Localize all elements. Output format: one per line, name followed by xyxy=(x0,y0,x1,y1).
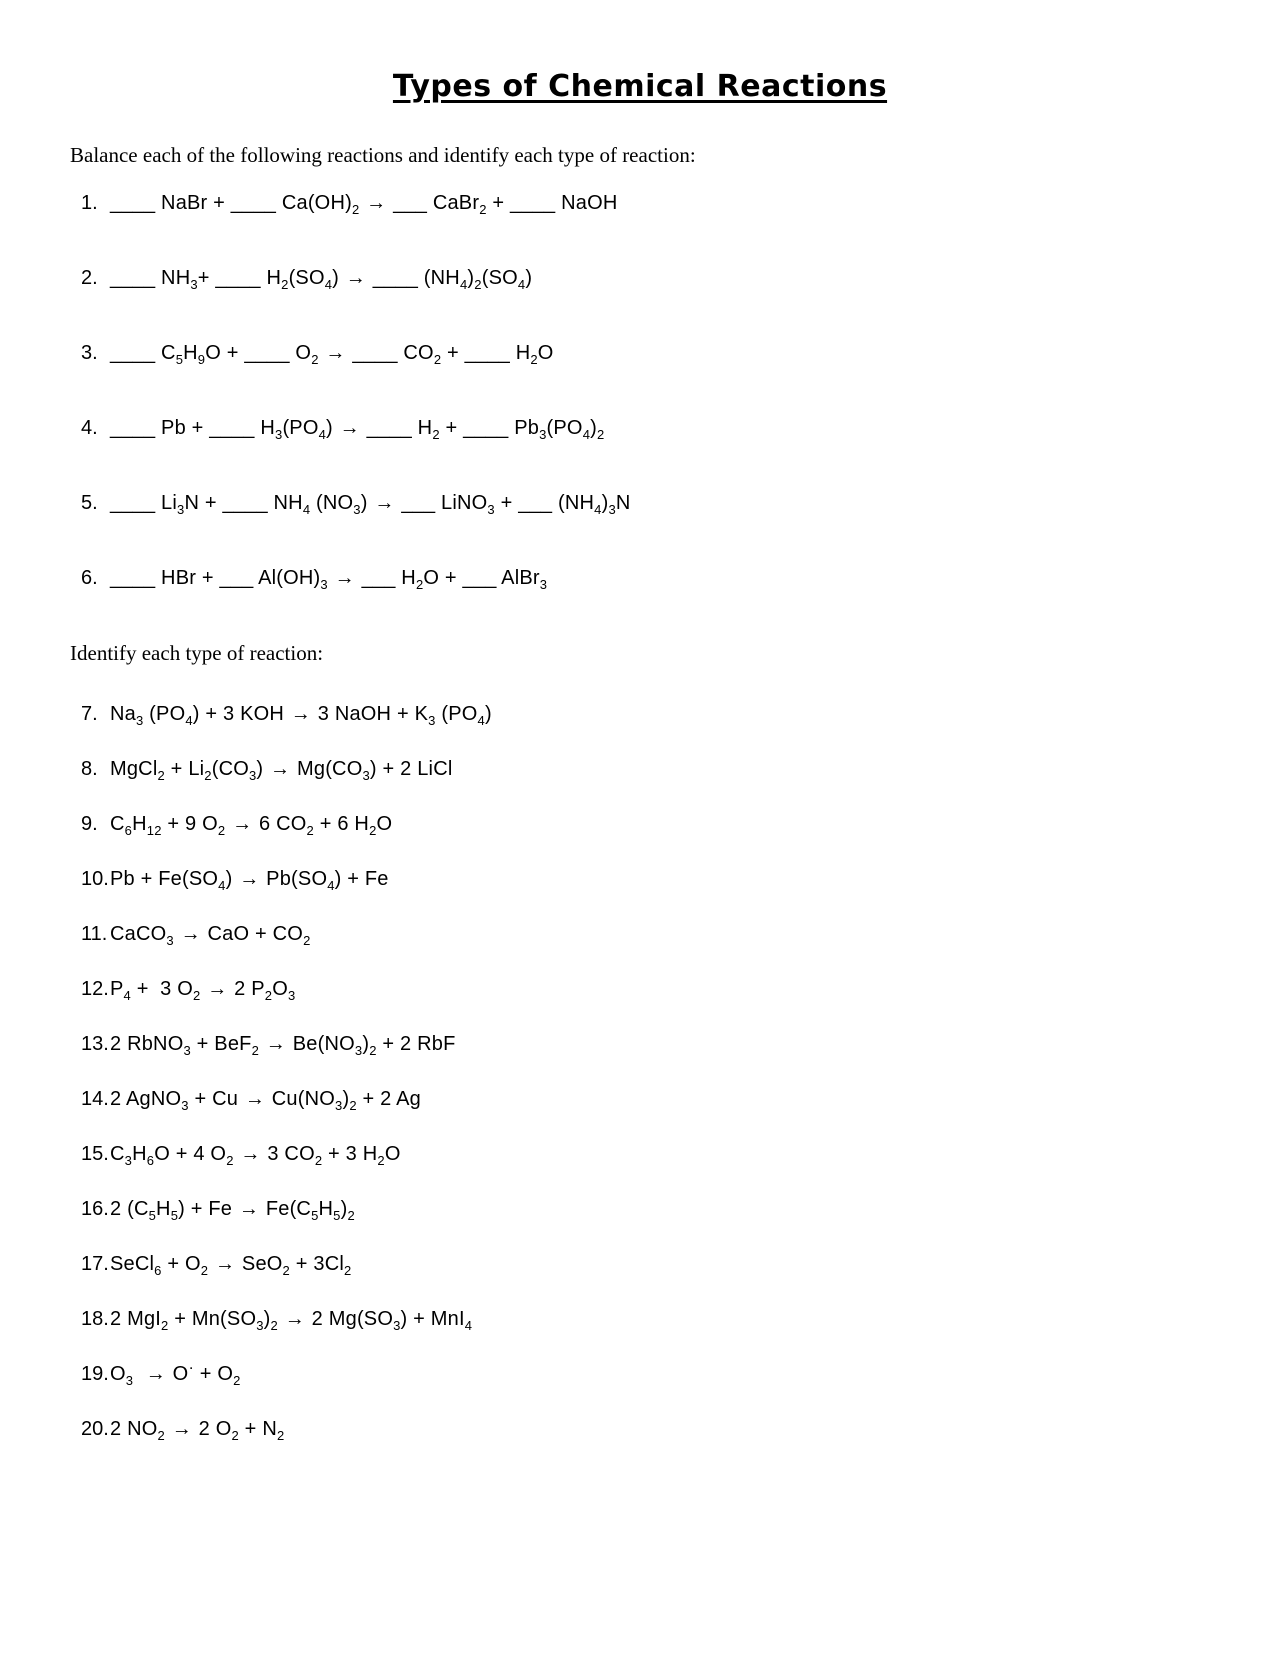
item-number: 15. xyxy=(81,1143,109,1165)
item-number: 20. xyxy=(81,1418,109,1440)
balance-item xyxy=(70,490,1210,516)
equation-text: ____ $NH_3+$ ____ $H_2(SO_4)$ → ____ $(NH_4)_2(SO_4)$ xyxy=(110,267,533,292)
identify-item xyxy=(70,1416,1210,1442)
equation-text: ____ HBr + ___ $Al(OH)_3$ → ___ $H_2O$ + ___ AlBr$_3$ xyxy=(110,567,548,592)
identify-item xyxy=(70,811,1210,837)
equation-text: ____ $Li_3N$ + ____ $NH_4$ $(NO_3)$ → ___ LiNO$_3$ + ___ $(NH_4)_3N$ xyxy=(110,492,631,517)
item-number: 16. xyxy=(81,1198,109,1220)
item-number: 3. xyxy=(81,342,98,364)
identify-equation-list xyxy=(70,701,1210,1442)
balance-item xyxy=(70,415,1210,441)
item-number: 5. xyxy=(81,492,98,514)
item-number: 17. xyxy=(81,1253,109,1275)
item-number: 18. xyxy=(81,1308,109,1330)
balance-item xyxy=(70,190,1210,216)
identify-item xyxy=(70,1306,1210,1332)
identify-item xyxy=(70,1141,1210,1167)
identify-instruction: Identify each type of reaction: xyxy=(70,641,324,665)
balance-equation-list xyxy=(70,190,1210,591)
item-number: 7. xyxy=(81,703,98,725)
equation-text: ____ NaBr + ____ $Ca(OH)_2$ → ___ CaBr$_2$ + ____ NaOH xyxy=(110,192,618,217)
equation-text: 2 AgNO$_3$ + $Cu \to Cu(NO_3)_2 + 2$ Ag xyxy=(110,1088,421,1113)
identify-item xyxy=(70,701,1210,727)
item-number: 2. xyxy=(81,267,98,289)
item-number: 19. xyxy=(81,1363,109,1385)
item-number: 14. xyxy=(81,1088,109,1110)
item-number: 1. xyxy=(81,192,98,214)
item-number: 8. xyxy=(81,758,98,780)
identify-item xyxy=(70,756,1210,782)
balance-item xyxy=(70,265,1210,291)
equation-text: $P_4 + 3$ $O_2 \to 2$ $P_2O_3$ xyxy=(110,978,296,1003)
equation-text: $C_3H_6O + 4$ $O_2 \to 3$ $CO_2 + 3$ $H_2O$ xyxy=(110,1143,401,1168)
identify-item xyxy=(70,1196,1210,1222)
identify-item xyxy=(70,1031,1210,1057)
balance-item xyxy=(70,565,1210,591)
equation-text: ____ $C_5H_9O$ + ____ $O_2$ → ____ $CO_2$ + ____ $H_2O$ xyxy=(110,342,554,367)
item-number: 11. xyxy=(81,923,108,945)
identify-item xyxy=(70,866,1210,892)
equation-text: $O_3 \to O^\cdot + O_2$ xyxy=(110,1359,241,1388)
page-title: Types of Chemical Reactions xyxy=(392,69,888,104)
balance-instruction: Balance each of the following reactions and identify each type of reaction: xyxy=(70,143,696,167)
balance-item xyxy=(70,340,1210,366)
equation-text: $Na_3$ $(PO_4) + 3$ KOH → 3 NaOH + $K_3$ $(PO_4)$ xyxy=(110,703,492,728)
equation-text: CaCO$_3$ → CaO + $CO_2$ xyxy=(110,923,311,948)
item-number: 10. xyxy=(81,868,109,890)
equation-text: ____ Pb + ____ $H_3(PO_4)$ → ____ $H_2$ + ____ $Pb_3(PO_4)_2$ xyxy=(110,417,605,442)
identify-item xyxy=(70,1251,1210,1277)
equation-text: MgCl$_2$ + $Li_2(CO_3) \to Mg(CO_3) + 2$ LiCl xyxy=(110,758,453,783)
item-number: 13. xyxy=(81,1033,109,1055)
item-number: 6. xyxy=(81,567,98,589)
equation-text: 2 RbNO$_3$ + $BeF_2 \to Be(NO_3)_2 + 2$ RbF xyxy=(110,1033,456,1058)
equation-text: SeCl$_6$ + $O_2 \to SeO_2 + 3Cl_2$ xyxy=(110,1253,352,1278)
identify-item xyxy=(70,976,1210,1002)
item-number: 4. xyxy=(81,417,98,439)
item-number: 12. xyxy=(81,978,109,1000)
equation-text: $Pb + Fe(SO_4) \to Pb(SO_4) + Fe$ xyxy=(110,868,389,893)
identify-item xyxy=(70,921,1210,947)
equation-text: $C_6H_{12} + 9$ $O_2 \to 6$ $CO_2 + 6$ $H_2O$ xyxy=(110,813,393,838)
item-number: 9. xyxy=(81,813,98,835)
equation-text: 2 $MgI_2 + Mn(SO_3)_2 \to 2$ $Mg(SO_3) + MnI_4$ xyxy=(110,1308,473,1333)
equation-text: 2 $(C_5H_5) + Fe \to Fe(C_5H_5)_2$ xyxy=(110,1198,355,1223)
identify-item xyxy=(70,1361,1210,1387)
equation-text: 2 $NO_2 \to 2$ $O_2 + N_2$ xyxy=(110,1418,285,1443)
identify-item xyxy=(70,1086,1210,1112)
